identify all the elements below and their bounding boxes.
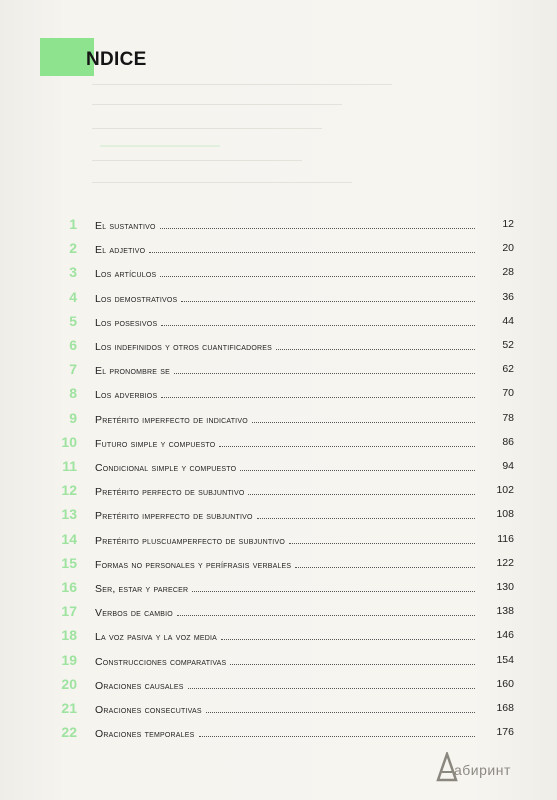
chapter-title: Oraciones temporales [95,728,195,741]
page-number: 168 [496,702,514,714]
chapter-title: Los demostrativos [95,292,178,305]
chapter-number: 13 [61,506,77,523]
dot-leader [174,358,475,374]
page-number: 176 [496,726,514,739]
watermark-logo [436,748,554,792]
chapter-number: 15 [61,554,77,571]
page-number: 44 [502,314,514,327]
chapter-title: Ser, estar y parecer [95,583,189,595]
chapter-title: El adjetivo [95,244,146,257]
chapter-number: 7 [69,361,77,378]
toc-entry[interactable] [0,431,557,455]
chapter-title: Oraciones causales [95,679,184,692]
watermark-text: абиринт [454,762,511,778]
toc-entry[interactable] [0,407,557,431]
chapter-number: 2 [69,240,77,257]
dot-leader [252,407,475,423]
dot-leader [221,624,475,640]
chapter-number: 22 [61,724,77,741]
dot-leader [240,455,475,471]
toc-entry[interactable] [0,455,557,479]
toc-entry[interactable] [0,286,557,310]
chapter-title: Pretérito imperfecto de indicativo [95,413,248,426]
chapter-title: Los indefinidos y otros cuantificadores [95,341,272,353]
chapter-title: Oraciones consecutivas [95,704,202,716]
page-number: 62 [502,363,514,376]
bleed-through-line [92,104,342,113]
chapter-number: 10 [61,433,77,450]
page-number: 20 [502,242,514,255]
page-number: 12 [502,218,514,230]
dot-leader [160,261,475,277]
bleed-through-line [92,128,322,137]
chapter-title: Los artículos [95,268,157,281]
chapter-number: 5 [69,312,77,329]
page-number: 52 [502,339,514,351]
chapter-number: 12 [61,482,77,499]
chapter-title: Pretérito pluscuamperfecto de subjuntivo [95,534,285,547]
chapter-number: 14 [61,530,77,547]
chapter-title: Pretérito imperfecto de subjuntivo [95,510,253,523]
chapter-title: Verbos de cambio [95,607,173,620]
toc-entry[interactable] [0,358,557,382]
page-title: NDICE [86,49,147,70]
chapter-number: 16 [61,579,77,595]
chapter-number: 9 [69,409,77,426]
chapter-number: 3 [69,264,77,281]
chapter-title: Formas no personales y perífrasis verbales [95,558,292,571]
dot-leader [206,697,475,713]
toc-entry[interactable] [0,721,557,745]
chapter-number: 11 [62,458,77,474]
chapter-title: Construcciones comparativas [95,655,227,668]
toc-entry[interactable] [0,552,557,576]
toc-entry[interactable] [0,649,557,673]
chapter-title: Los adverbios [95,389,158,402]
bleed-through-line [92,84,392,93]
toc-entry[interactable] [0,503,557,527]
toc-entry[interactable] [0,600,557,624]
bleed-through-heading [100,145,220,157]
page-number: 78 [502,411,514,424]
page-number: 70 [502,387,514,400]
toc-entry[interactable] [0,697,557,721]
chapter-title: Futuro simple y compuesto [95,437,216,450]
dot-leader [161,310,475,326]
dot-leader [276,334,475,350]
page-number: 154 [496,653,514,666]
dot-leader [188,673,475,689]
dot-leader [295,552,475,568]
page-number: 108 [496,508,514,521]
chapter-number: 4 [69,288,77,305]
chapter-number: 18 [61,627,77,644]
page-number: 130 [496,581,514,593]
chapter-number: 17 [61,603,77,620]
toc-entry[interactable] [0,334,557,358]
dot-leader [177,600,475,616]
dot-leader [181,286,475,302]
chapter-title: Condicional simple y compuesto [95,462,237,474]
dot-leader [160,213,475,229]
toc-entry[interactable] [0,213,557,237]
toc-entry[interactable] [0,624,557,648]
chapter-number: 19 [61,651,77,668]
chapter-title: El pronombre se [95,365,170,378]
dot-leader [230,649,475,665]
chapter-number: 8 [69,385,77,402]
toc-entry[interactable] [0,261,557,285]
toc-entry[interactable] [0,237,557,261]
chapter-number: 20 [61,675,77,692]
dot-leader [149,237,475,253]
page-number: 86 [502,435,514,448]
page-number: 160 [496,677,514,690]
dot-leader [161,382,475,398]
chapter-title: Los posesivos [95,316,158,329]
dot-leader [192,576,475,592]
page-number: 94 [502,460,514,472]
dot-leader [219,431,475,447]
chapter-title: La voz pasiva y la voz media [95,631,218,644]
page-number: 36 [502,290,514,303]
page-number: 102 [496,484,514,497]
toc-entry[interactable] [0,479,557,503]
page-number: 28 [502,266,514,279]
toc-entry[interactable] [0,310,557,334]
dot-leader [289,528,475,544]
chapter-title: El sustantivo [95,220,156,232]
chapter-number: 6 [69,337,77,353]
toc-entry[interactable] [0,382,557,406]
toc-entry[interactable] [0,528,557,552]
chapter-number: 21 [61,700,77,716]
bleed-through-line [92,160,302,169]
dot-leader [257,503,475,519]
page-number: 138 [496,605,514,618]
chapter-number: 1 [69,216,77,232]
dot-leader [248,479,475,495]
toc-entry[interactable] [0,576,557,600]
toc-entry[interactable] [0,673,557,697]
chapter-title: Pretérito perfecto de subjuntivo [95,486,245,499]
bleed-through-line [92,182,352,191]
page-number: 116 [497,532,514,545]
table-of-contents [0,213,557,743]
dot-leader [199,721,476,737]
page-number: 122 [496,556,514,569]
page-number: 146 [496,629,514,642]
